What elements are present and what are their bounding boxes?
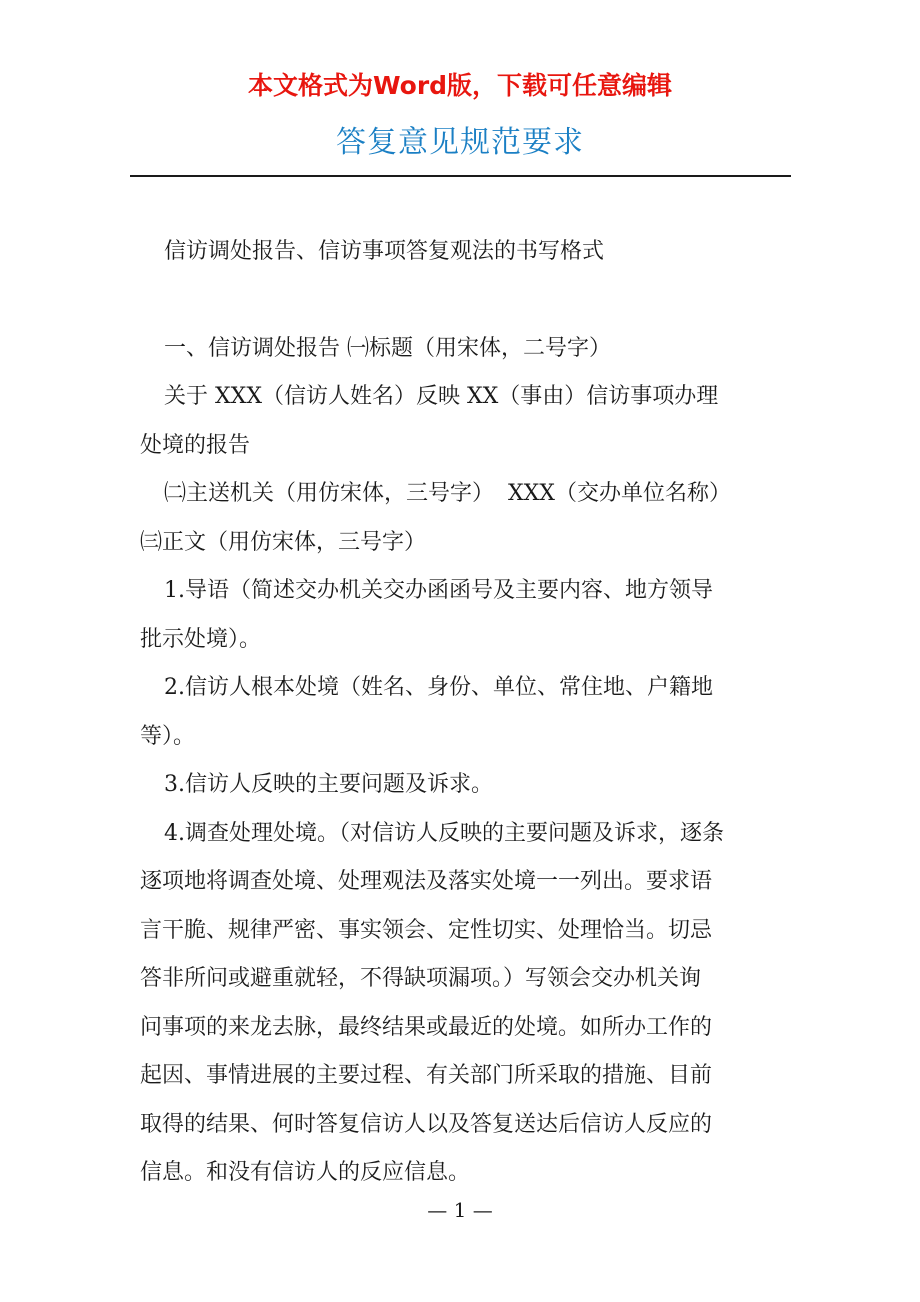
paragraph-line: 等）。 (140, 724, 196, 749)
section-heading: 信访调处报告、信访事项答复观法的书写格式 (164, 239, 605, 264)
paragraph-line: 起因、事情进展的主要过程、有关部门所采取的措施、目前 (140, 1063, 713, 1088)
paragraph-line: ㈡主送机关（用仿宋体，三号字） XXX（交办单位名称） (164, 481, 731, 506)
paragraph-line: 2.信访人根本处境（姓名、身份、单位、常住地、户籍地 (164, 675, 713, 700)
paragraph-line: 信息。和没有信访人的反应信息。 (140, 1160, 471, 1185)
paragraph-line: 4.调查处理处境。（对信访人反映的主要问题及诉求，逐条 (164, 821, 724, 846)
paragraph-line: 一、信访调处报告 ㈠标题（用宋体，二号字） (164, 336, 611, 361)
download-banner: 本文格式为Word版，下载可任意编辑 (247, 71, 673, 100)
page-number: — 1 — (427, 1198, 493, 1222)
paragraph-line: 3.信访人反映的主要问题及诉求。 (164, 772, 493, 797)
paragraph-line: 关于 XXX（信访人姓名）反映 XX（事由）信访事项办理 (164, 384, 719, 409)
paragraph-line: 问事项的来龙去脉，最终结果或最近的处境。如所办工作的 (140, 1015, 713, 1040)
page-title: 答复意见规范要求 (336, 125, 584, 160)
paragraph-line: 答非所问或避重就轻，不得缺项漏项。）写领会交办机关询 (140, 966, 702, 991)
paragraph-line: 取得的结果、何时答复信访人以及答复送达后信访人反应的 (140, 1112, 713, 1137)
paragraph-line: 处境的报告 (140, 433, 251, 458)
paragraph-line: 言干脆、规律严密、事实领会、定性切实、处理恰当。切忌 (140, 918, 713, 943)
title-divider (130, 175, 791, 177)
paragraph-line: 批示处境）。 (140, 627, 262, 652)
paragraph-line: ㈢正文（用仿宋体，三号字） (140, 530, 427, 555)
paragraph-line: 1.导语（简述交办机关交办函函号及主要内容、地方领导 (164, 578, 713, 603)
paragraph-line: 逐项地将调查处境、处理观法及落实处境一一列出。要求语 (140, 869, 713, 894)
